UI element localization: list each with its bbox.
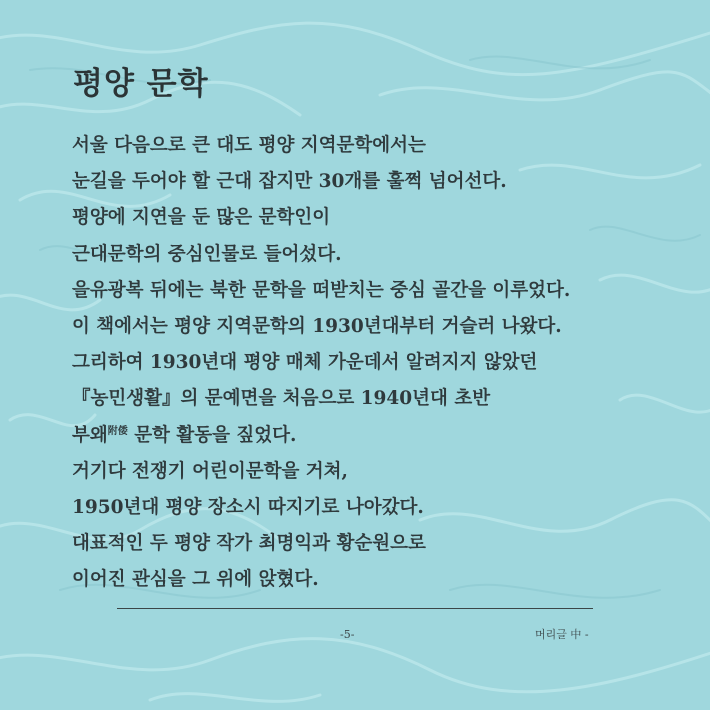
paragraph-line: 거기다 전쟁기 어린이문학을 거쳐,: [72, 460, 348, 482]
hanja-annotation: 附倭: [107, 425, 128, 437]
page-number: -5-: [340, 628, 355, 641]
paragraph-line: 대표적인 두 평양 작가 최명익과 황순원으로: [72, 533, 426, 555]
paragraph-line: 평양에 지연을 둔 많은 문학인이: [72, 207, 331, 229]
ruby-base-text: 부왜: [72, 424, 108, 446]
paragraph-line: 이 책에서는 평양 지역문학의 1930년대부터 거슬러 나왔다.: [72, 315, 562, 337]
paragraph-line: 눈길을 두어야 할 근대 잡지만 30개를 훌쩍 넘어선다.: [72, 171, 507, 193]
paragraph-line: 그리하여 1930년대 평양 매체 가운데서 알려지지 않았던: [72, 352, 538, 374]
paragraph-line: 이어진 관심을 그 위에 앉혔다.: [72, 569, 319, 591]
page-title: 평양 문학: [73, 66, 209, 102]
paragraph-line: 을유광복 뒤에는 북한 문학을 떠받치는 중심 골간을 이루었다.: [72, 279, 571, 301]
paragraph-line: 근대문학의 중심인물로 들어섰다.: [72, 243, 342, 265]
line-continuation: 문학 활동을 짚었다.: [127, 424, 297, 446]
body-paragraph: [72, 128, 672, 598]
running-head: 머리글 中 -: [535, 628, 589, 641]
footer-divider: [117, 608, 593, 609]
paragraph-line-with-ruby: [72, 418, 672, 454]
paragraph-line: 서울 다음으로 큰 대도 평양 지역문학에서는: [72, 135, 426, 156]
paragraph-line: 『농민생활』의 문예면을 처음으로 1940년대 초반: [72, 388, 491, 410]
paragraph-line: 1950년대 평양 장소시 따지기로 나아갔다.: [72, 496, 424, 518]
